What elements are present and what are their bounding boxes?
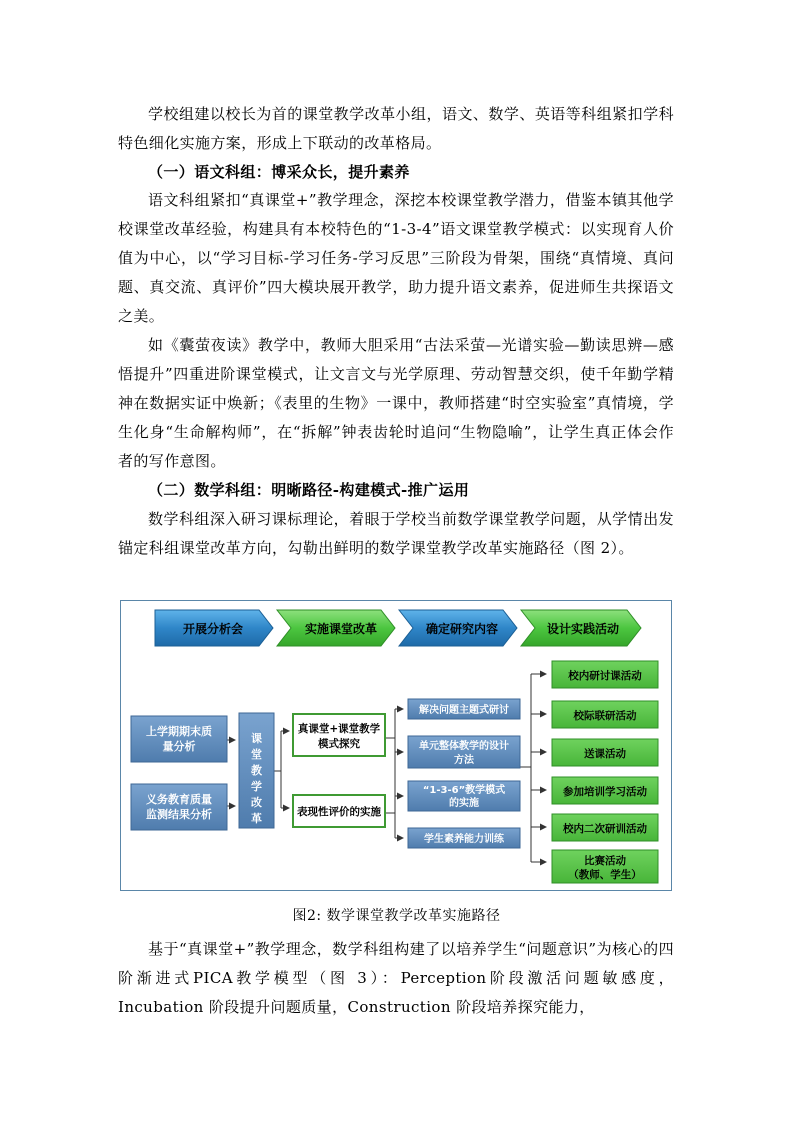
- stage-label-4: 设计实践活动: [546, 622, 620, 636]
- content-box-3-label: “1-3-6”教学模式的实施: [422, 785, 506, 809]
- stage-label-1: 开展分析会: [182, 622, 244, 636]
- activity-box-3-label: 送课活动: [584, 748, 626, 760]
- paragraph-chinese-model: 语文科组紧扣“真课堂+”教学理念，深挖本校课堂教学潜力，借鉴本镇其他学校课堂改革经验，构建具有本校特色的“1-3-4”语文课堂教学模式：以实现育人价值为中心，以“学习目标-学习任务-学习反思”三阶段为骨架，围绕“真情境、真问题、真交流、真评价”四大模块展开教学，助力提升语文素养，促进师生共探语文之美。: [118, 191, 674, 325]
- activity-box-6-label: 比赛活动（教师、学生）: [568, 855, 642, 881]
- heading-chinese-group: （一）语文科组：博采众长，提升素养: [148, 163, 410, 181]
- content-box-4-label: 学生素养能力训练: [424, 834, 504, 845]
- activity-box-2-label: 校际联研活动: [573, 710, 637, 722]
- paragraph-chinese-examples: 如《囊萤夜读》教学中，教师大胆采用“古法采萤—光谱实验—勤读思辨—感悟提升”四重进阶课堂模式，让文言文与光学原理、劳动智慧交织，使千年勤学精神在数据实证中焕新；《表里的生物》一课中，教师搭建“时空实验室”真情境，学生化身“生命解构师”，在“拆解”钟表齿轮时追问“生物隐喻”，让学生真正体会作者的写作意图。: [118, 336, 674, 470]
- figure-caption: 图2: 数学课堂教学改革实施路径: [292, 908, 501, 924]
- content-boxes: [408, 699, 520, 848]
- content-box-1-label: 解决问题主题式研讨: [419, 705, 509, 716]
- branch-box-evaluation-label: 表现性评价的实施: [297, 806, 381, 818]
- activity-box-5-label: 校内二次研训活动: [563, 823, 647, 835]
- input-box-monitoring-analysis-label: 义务教育质量监测结果分析: [146, 793, 212, 821]
- paragraph-math-path: 数学科组深入研习课标理论，着眼于学校当前数学课堂教学问题，从学情出发锚定科组课堂改革方向，勾勒出鲜明的数学课堂教学改革实施路径（图 2）。: [118, 510, 674, 557]
- input-box-exam-analysis-label: 上学期期末质量分析: [146, 725, 212, 753]
- stage-label-3: 确定研究内容: [425, 622, 499, 636]
- input-box-exam-analysis: [131, 716, 227, 762]
- paragraph-intro: 学校组建以校长为首的课堂教学改革小组，语文、数学、英语等科组紧扣学科特色细化实施方案，形成上下联动的改革格局。: [118, 105, 674, 152]
- input-box-monitoring-analysis: [131, 784, 227, 830]
- activity-box-1-label: 校内研讨课活动: [568, 670, 642, 682]
- heading-math-group: （二）数学科组：明晰路径-构建模式-推广运用: [148, 481, 470, 499]
- center-box-reform-label: 课堂教学改革: [251, 732, 262, 825]
- reform-path-figure: [120, 600, 672, 891]
- stage-arrows: [155, 610, 641, 646]
- branch-box-model-label: 真课堂+课堂教学模式探究: [297, 723, 381, 750]
- content-box-2-label: 单元整体教学的设计方法: [419, 741, 509, 766]
- paragraph-pica-model: 基于“真课堂+”教学理念，数学科组构建了以培养学生“问题意识”为核心的四阶渐进式PICA教学模型（图 3）：Perception阶段激活问题敏感度，Incubation 阶段提升问题质量，Construction 阶段培养探究能力，: [118, 940, 674, 1016]
- activity-boxes: [552, 661, 658, 883]
- input-boxes: [131, 716, 227, 830]
- stage-label-2: 实施课堂改革: [304, 622, 378, 636]
- activity-box-4-label: 参加培训学习活动: [563, 786, 647, 798]
